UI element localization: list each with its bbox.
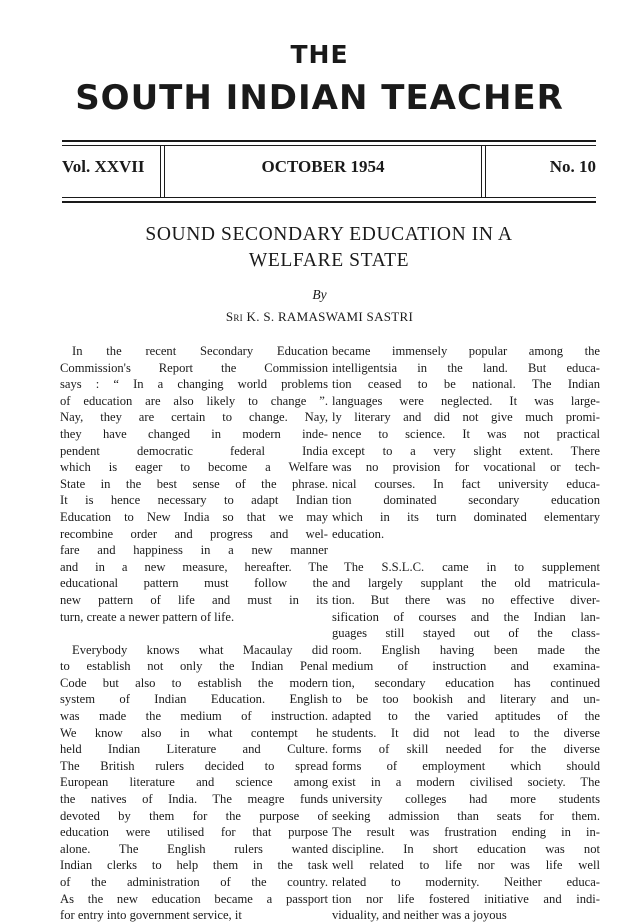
text-line: The S.S.L.C. came in to supplement: [344, 559, 600, 574]
text-line: educational pattern must follow the: [60, 576, 328, 591]
text-line: Commission's Report the Commission: [60, 360, 328, 375]
text-line: European literature and science among: [60, 775, 328, 790]
text-line: tion. But there was no effective diver-: [332, 592, 600, 607]
article-column-right: [332, 343, 600, 924]
text-line: well related to life nor was life well: [332, 858, 600, 873]
author-prefix: Sri: [225, 309, 243, 324]
text-line: ly literary and did not give much promi-: [332, 410, 600, 425]
issue-date: OCTOBER 1954: [261, 157, 385, 176]
text-line: was made the medium of instruction.: [60, 709, 328, 724]
issue-number: No. 10: [549, 157, 596, 176]
text-line: tion nor life fostered initiative and indi-: [332, 891, 600, 906]
text-line: In the recent Secondary Education: [72, 344, 328, 358]
article-column-left: [60, 343, 328, 924]
text-line: turn, create a newer pattern of life.: [60, 609, 235, 624]
text-line: tion, secondary education has continued: [332, 675, 600, 690]
text-line: to establish not only the Indian Penal: [60, 659, 328, 674]
text-line: recombine order and progress and wel-: [60, 526, 328, 541]
paragraph-gap: [332, 542, 600, 559]
text-line: Indian clerks to help them in the task: [60, 858, 328, 873]
text-line: medium of instruction and examina-: [332, 659, 600, 674]
text-line: forms of employment which should: [332, 758, 600, 773]
text-line: Education to New India so that we may: [60, 509, 328, 524]
text-line: for entry into government service, it: [60, 908, 242, 923]
text-line: It is hence necessary to adapt Indian: [60, 493, 328, 508]
text-line: Everybody knows what Macaulay did: [72, 642, 328, 657]
issue-divider-left-inner: [164, 146, 165, 197]
masthead-rule-top-thin: [62, 145, 596, 146]
text-line: education.: [332, 526, 385, 541]
text-line: sification of courses and the Indian lan-: [332, 609, 600, 624]
text-line: of the administration of the country.: [60, 875, 328, 889]
text-line: to be too bookish and literary and un-: [332, 692, 600, 707]
issue-volume: Vol. XXVII: [62, 157, 145, 176]
issue-divider-right: [481, 146, 482, 197]
text-line: guages still stayed out of the class-: [332, 626, 600, 641]
text-line: pendent democratic federal India: [60, 443, 328, 458]
text-line: We know also in what contempt he: [60, 725, 328, 740]
text-line: held Indian Literature and Culture.: [60, 742, 328, 757]
text-line: The result was frustration ending in in-: [332, 825, 600, 840]
text-line: alone. The English rulers wanted: [60, 841, 328, 856]
text-line: they have changed in modern inde-: [60, 426, 328, 441]
masthead-rule-bottom: [62, 201, 596, 203]
text-line: forms of skill needed for the diverse: [332, 742, 600, 757]
text-line: which in its turn dominated elementary: [332, 509, 600, 524]
author-name: K. S. RAMASWAMI SASTRI: [246, 309, 414, 324]
issue-divider-right-inner: [485, 146, 486, 197]
text-line: discipline. In short education was not: [332, 841, 600, 856]
masthead-the: THE: [290, 40, 349, 69]
text-line: became immensely popular among the: [332, 344, 600, 358]
text-line: room. English having been made the: [332, 642, 600, 657]
text-line: exist in a modern civilised society. The: [332, 775, 600, 790]
text-line: tion ceased to be national. The Indian: [332, 377, 600, 392]
text-line: State in the best sense of the phrase.: [60, 476, 328, 491]
masthead-rule-top: [62, 140, 596, 142]
text-line: languages were neglected. It was large-: [332, 393, 600, 408]
issue-divider-left: [160, 146, 161, 197]
text-line: the natives of India. The meagre funds: [60, 792, 328, 807]
text-line: and largely supplant the old matricula-: [332, 576, 600, 591]
text-line: system of Indian Education. English: [60, 692, 328, 707]
masthead-rule-bottom-thin: [62, 197, 596, 198]
text-line: The British rulers decided to spread: [60, 758, 328, 773]
text-line: was no provision for vocational or tech-: [332, 460, 600, 475]
text-line: of education are also likely to change ”.: [60, 393, 328, 408]
article-headline-line-1: SOUND SECONDARY EDUCATION IN A: [145, 224, 513, 245]
text-line: fare and happiness in a new manner: [60, 543, 328, 558]
article-byline: By: [312, 287, 327, 302]
text-line: and in a new measure, hereafter. The: [60, 559, 328, 574]
text-line: devoted by them for the purpose of: [60, 808, 328, 823]
article-author: [0, 309, 639, 325]
text-line: related to modernity. Neither educa-: [332, 875, 600, 889]
text-line: adapted to the varied aptitudes of the: [332, 709, 600, 724]
text-line: new pattern of life and must in its: [60, 592, 328, 607]
paragraph-gap: [60, 625, 328, 642]
text-line: Code but also to establish the modern: [60, 675, 328, 690]
text-line: except to a very slight extent. There: [332, 443, 600, 458]
text-line: which is eager to become a Welfare: [60, 460, 328, 475]
text-line: university colleges had more students: [332, 792, 600, 807]
masthead-title: SOUTH INDIAN TEACHER: [75, 78, 564, 118]
text-line: says : “ In a changing world problems: [60, 377, 328, 392]
text-line: education were utilised for that purpose: [60, 825, 328, 840]
text-line: nical courses. In fact university educa-: [332, 476, 600, 491]
text-line: intelligentsia in the land. But educa-: [332, 360, 600, 375]
text-line: Nay, they are certain to change. Nay,: [60, 410, 328, 425]
text-line: seeking admission than seats for them.: [332, 808, 600, 823]
text-line: As the new education became a passport: [60, 891, 328, 906]
text-line: students. It did not lead to the diverse: [332, 725, 600, 740]
text-line: viduality, and neither was a joyous: [332, 908, 507, 923]
text-line: tion dominated secondary education: [332, 493, 600, 508]
text-line: nence to science. It was not practical: [332, 426, 600, 441]
article-headline-line-2: WELFARE STATE: [248, 250, 410, 271]
